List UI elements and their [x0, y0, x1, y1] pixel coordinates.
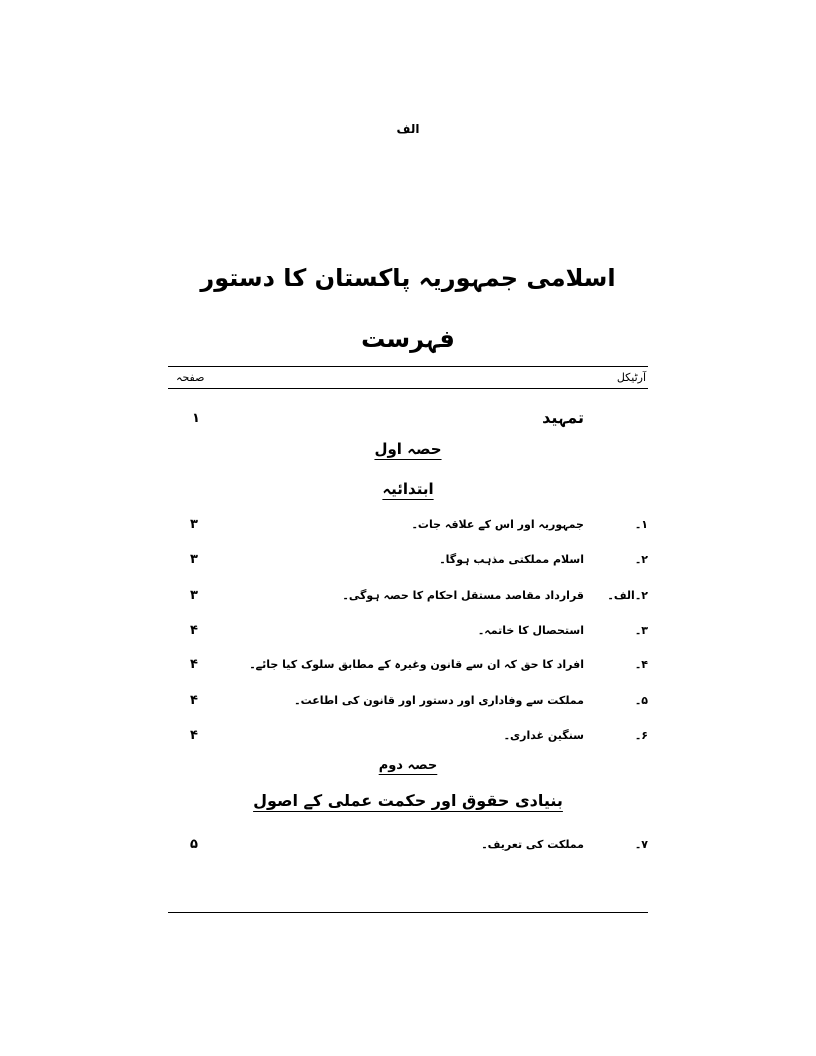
article-page: ۳ — [190, 517, 198, 532]
part2-subtitle — [0, 791, 816, 810]
article-page: ۳ — [190, 588, 198, 603]
article-title: افراد کا حق کہ ان سے قانون وغیرہ کے مطابق سلوک کیا جائے۔ — [249, 658, 584, 671]
article-title: استحصال کا خاتمہ۔ — [477, 624, 584, 637]
part2-subtitle-text: بنیادی حقوق اور حکمت عملی کے اصول — [253, 791, 563, 810]
article-number: ۵۔ — [634, 694, 648, 707]
part2-title-text: حصہ دوم — [378, 758, 438, 773]
article-title: سنگین غداری۔ — [503, 729, 584, 742]
preamble-title: تمہید — [542, 408, 584, 427]
page-column-header: صفحہ — [176, 371, 205, 384]
article-number: ۶۔ — [634, 729, 648, 742]
article-number: ۷۔ — [634, 838, 648, 851]
footer-rule — [168, 912, 648, 913]
article-title: مملکت کی تعریف۔ — [481, 838, 584, 851]
article-title: جمہوریہ اور اس کے علاقہ جات۔ — [411, 518, 584, 531]
part1-title — [0, 440, 816, 458]
article-number: ۴۔ — [634, 658, 648, 671]
page-number: الف — [396, 122, 420, 136]
article-column-header: آرٹیکل — [616, 371, 646, 384]
part1-title-text: حصہ اول — [374, 440, 442, 458]
part2-title — [0, 758, 816, 773]
article-title: مملکت سے وفاداری اور دستور اور قانون کی اطاعت۔ — [294, 694, 584, 707]
document-title: اسلامی جمہوریہ پاکستان کا دستور — [200, 264, 616, 292]
article-number: ۲۔الف۔ — [607, 589, 648, 602]
part1-subtitle — [0, 480, 816, 498]
article-title: اسلام مملکتی مذہب ہوگا۔ — [439, 553, 584, 566]
article-number: ۲۔ — [634, 553, 648, 566]
header-top-rule — [168, 366, 648, 367]
article-title: قرارداد مقاصد مستقل احکام کا حصہ ہوگی۔ — [342, 589, 584, 602]
header-bottom-rule — [168, 388, 648, 389]
preamble-page: ۱ — [192, 411, 200, 426]
article-page: ۳ — [190, 552, 198, 567]
article-number: ۱۔ — [634, 518, 648, 531]
article-page: ۴ — [190, 623, 198, 638]
article-page: ۴ — [190, 693, 198, 708]
article-page: ۴ — [190, 728, 198, 743]
article-page: ۴ — [190, 657, 198, 672]
article-number: ۳۔ — [634, 624, 648, 637]
article-page: ۵ — [190, 837, 198, 852]
contents-heading: فہرست — [361, 325, 455, 353]
part1-subtitle-text: ابتدائیہ — [382, 480, 434, 498]
